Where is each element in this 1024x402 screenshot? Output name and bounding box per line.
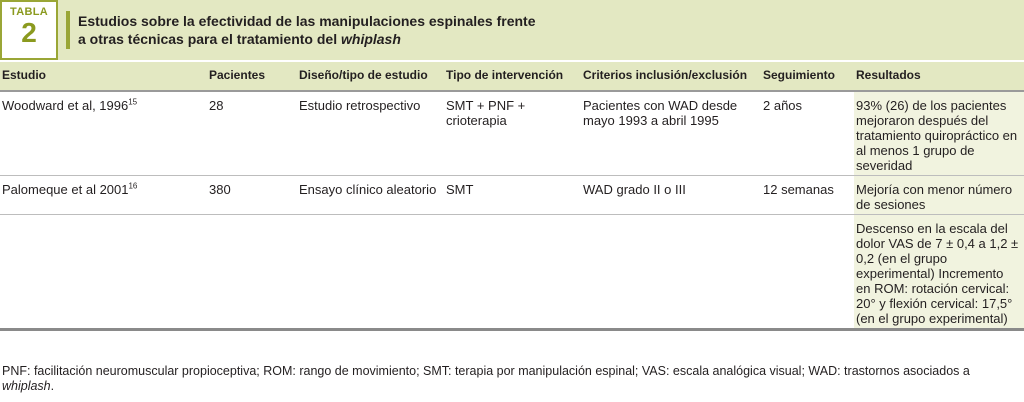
cell-criterios: WAD grado II o III xyxy=(581,176,761,215)
col-header-seguimiento: Seguimiento xyxy=(761,62,854,91)
cell-estudio xyxy=(0,215,207,330)
col-header-pacientes: Pacientes xyxy=(207,62,297,91)
cell-intervencion xyxy=(444,215,581,330)
table-row xyxy=(0,91,1024,176)
cell-pacientes xyxy=(207,215,297,330)
cell-estudio: Woodward et al, 1996$^{15}$ xyxy=(0,91,207,176)
cell-resultados: 93% (26) de los pacientes mejoraron después del tratamiento quiropráctico en al menos 1 grupo de severidad xyxy=(854,91,1024,176)
reference-number: 15 xyxy=(128,97,138,107)
col-header-criterios: Criterios inclusión/exclusión xyxy=(581,62,761,91)
table-footnote xyxy=(2,364,1020,394)
cell-resultados: Descenso en la escala del dolor VAS de 7 ± 0,4 a 1,2 ± 0,2 (en el grupo experimental) Incremento en ROM: rotación cervical: 20° y flexión cervical: 17,5° (en el grupo experimental) xyxy=(854,215,1024,330)
table-header-row xyxy=(0,62,1024,91)
footnote-italic-word: whiplash xyxy=(2,379,51,393)
col-header-diseno: Diseño/tipo de estudio xyxy=(297,62,444,91)
title-line-1: Estudios sobre la efectividad de las manipulaciones espinales frente xyxy=(78,13,536,29)
cell-estudio: Palomeque et al 2001$^{16}$ xyxy=(0,176,207,215)
col-header-intervencion: Tipo de intervención xyxy=(444,62,581,91)
footnote-end: . xyxy=(50,379,55,393)
studies-table xyxy=(0,62,1024,331)
cell-diseno: Estudio retrospectivo xyxy=(297,91,444,176)
cell-resultados: Mejoría con menor número de sesiones xyxy=(854,176,1024,215)
tabla-number: 2 xyxy=(21,17,37,48)
reference-number: 16 xyxy=(128,181,138,191)
title-italic-word: whiplash xyxy=(341,31,401,47)
table-row xyxy=(0,176,1024,215)
cell-seguimiento: 2 años xyxy=(761,91,854,176)
tabla-label: TABLA xyxy=(10,6,48,18)
cell-pacientes: 380 xyxy=(207,176,297,215)
cell-diseno: Ensayo clínico aleatorio xyxy=(297,176,444,215)
cell-intervencion: SMT + PNF + crioterapia xyxy=(444,91,581,176)
table-title xyxy=(78,12,698,48)
cell-intervencion: SMT xyxy=(444,176,581,215)
col-header-estudio: Estudio xyxy=(0,62,207,91)
col-header-resultados: Resultados xyxy=(854,62,1024,91)
footnote-text: PNF: facilitación neuromuscular propioceptiva; ROM: rango de movimiento; SMT: terapia por manipulación espinal; VAS: escala analógica visual; WAD: trastornos asociados a xyxy=(2,364,970,378)
table-header-band xyxy=(0,0,1024,60)
cell-criterios: Pacientes con WAD desde mayo 1993 a abril 1995 xyxy=(581,91,761,176)
header-divider xyxy=(66,11,70,49)
table-row xyxy=(0,215,1024,330)
cell-seguimiento: 12 semanas xyxy=(761,176,854,215)
cell-seguimiento xyxy=(761,215,854,330)
cell-criterios xyxy=(581,215,761,330)
tabla-badge xyxy=(0,0,58,60)
cell-pacientes: 28 xyxy=(207,91,297,176)
title-line-2: a otras técnicas para el tratamiento del xyxy=(78,31,341,47)
cell-diseno xyxy=(297,215,444,330)
